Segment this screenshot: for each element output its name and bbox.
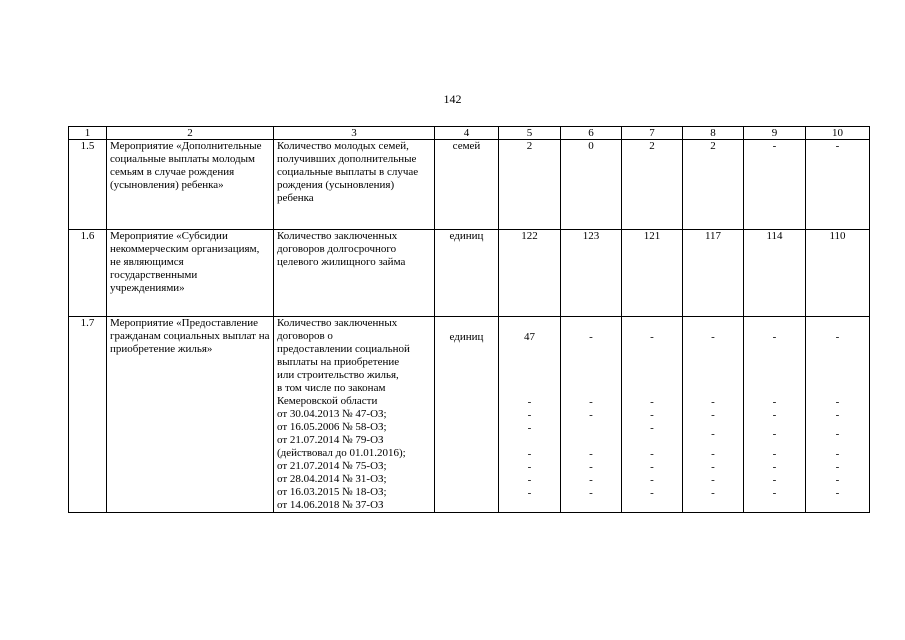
value-cell: - <box>589 474 593 486</box>
value-cell: - <box>527 396 532 408</box>
value-cell: - <box>711 396 715 408</box>
value-cell: 123 <box>561 230 622 317</box>
indicator-line: от 30.04.2013 № 47-ОЗ; <box>277 408 387 420</box>
indicator-line: Количество заключенных <box>277 317 398 329</box>
value-cell: - <box>589 409 593 421</box>
event-cell: Мероприятие «Субсидии некоммерческим организациям, не являющимся государственными учреждениями» <box>107 230 274 317</box>
value-cell: - <box>650 448 654 460</box>
value-cell: - <box>711 409 715 421</box>
indicator-line: Кемеровской области <box>277 395 378 407</box>
value-cell: - <box>650 487 654 499</box>
value-column <box>744 317 806 513</box>
value-cell: - <box>835 409 840 421</box>
value-cell: 2 <box>622 140 683 230</box>
value-cell: - <box>772 331 777 343</box>
indicator-line: (действовал до 01.01.2016); <box>277 447 406 459</box>
row-number: 1.7 <box>69 317 107 513</box>
value-cell: 122 <box>499 230 561 317</box>
value-cell: - <box>711 487 715 499</box>
value-cell: - <box>711 428 715 440</box>
header-cell: 9 <box>744 127 806 140</box>
value-cell: - <box>711 461 715 473</box>
table-row <box>69 317 870 513</box>
value-cell: - <box>589 487 593 499</box>
indicator-cell <box>274 317 435 513</box>
indicator-line: от 21.07.2014 № 79-ОЗ <box>277 434 384 446</box>
value-cell: - <box>835 331 840 343</box>
value-cell: - <box>650 422 654 434</box>
indicator-line: выплаты на приобретение <box>277 356 400 368</box>
value-cell: 121 <box>622 230 683 317</box>
value-cell: - <box>835 448 840 460</box>
value-cell: - <box>835 461 840 473</box>
indicator-line: в том числе по законам <box>277 382 386 394</box>
header-cell: 8 <box>683 127 744 140</box>
value-cell: - <box>527 448 532 460</box>
value-cell: - <box>650 409 654 421</box>
value-cell: - <box>527 487 532 499</box>
value-cell: - <box>835 487 840 499</box>
value-cell: 114 <box>744 230 806 317</box>
value-column <box>561 317 622 513</box>
value-cell: - <box>650 396 654 408</box>
value-cell: - <box>589 331 593 343</box>
indicator-cell: Количество молодых семей, получивших дополнительные социальные выплаты в случае рождения (усыновления) ребенка <box>274 140 435 230</box>
value-column <box>806 317 870 513</box>
value-cell: - <box>527 422 532 434</box>
value-cell: 2 <box>499 140 561 230</box>
indicator-line: от 28.04.2014 № 31-ОЗ; <box>277 473 387 485</box>
value-cell: - <box>835 428 840 440</box>
value-cell: 110 <box>806 230 870 317</box>
value-cell: - <box>772 448 777 460</box>
indicators-table <box>68 126 870 513</box>
header-cell: 5 <box>499 127 561 140</box>
event-cell: Мероприятие «Предоставление гражданам социальных выплат на приобретение жилья» <box>107 317 274 513</box>
value-cell: - <box>527 474 532 486</box>
value-column <box>622 317 683 513</box>
indicator-cell: Количество заключенных договоров долгосрочного целевого жилищного займа <box>274 230 435 317</box>
indicator-line: от 16.03.2015 № 18-ОЗ; <box>277 486 387 498</box>
indicator-line: предоставлении социальной <box>277 343 410 355</box>
value-cell: - <box>835 396 840 408</box>
header-cell: 10 <box>806 127 870 140</box>
header-cell: 2 <box>107 127 274 140</box>
indicator-line: от 16.05.2006 № 58-ОЗ; <box>277 421 387 433</box>
value-cell: 117 <box>683 230 744 317</box>
table-row <box>69 230 870 317</box>
header-cell: 1 <box>69 127 107 140</box>
indicator-line: от 21.07.2014 № 75-ОЗ; <box>277 460 387 472</box>
value-cell: - <box>711 474 715 486</box>
value-cell: - <box>772 461 777 473</box>
value-cell: 47 <box>524 331 535 343</box>
value-cell: - <box>772 409 777 421</box>
event-cell: Мероприятие «Дополнительные социальные выплаты молодым семьям в случае рождения (усыновления) ребенка» <box>107 140 274 230</box>
value-cell: - <box>650 331 654 343</box>
page-number: 142 <box>443 92 462 106</box>
unit-cell: семей <box>435 140 499 230</box>
value-cell: - <box>650 474 654 486</box>
row-number: 1.5 <box>69 140 107 230</box>
value-cell: - <box>711 331 715 343</box>
indicator-line: от 14.06.2018 № 37-ОЗ <box>277 499 384 511</box>
value-cell: - <box>806 140 870 230</box>
value-cell: - <box>835 474 840 486</box>
indicator-line: договоров о <box>277 330 333 342</box>
table-row <box>69 140 870 230</box>
header-cell: 3 <box>274 127 435 140</box>
value-cell: - <box>772 487 777 499</box>
value-cell: - <box>711 448 715 460</box>
value-cell: - <box>589 461 593 473</box>
value-column <box>683 317 744 513</box>
value-cell: - <box>527 409 532 421</box>
unit-cell: единиц <box>435 230 499 317</box>
value-cell: - <box>772 474 777 486</box>
value-cell: 2 <box>683 140 744 230</box>
value-column <box>499 317 561 513</box>
value-cell: - <box>589 396 593 408</box>
indicator-line: или строительство жилья, <box>277 369 399 381</box>
header-cell: 4 <box>435 127 499 140</box>
header-cell: 7 <box>622 127 683 140</box>
header-row <box>69 127 870 140</box>
header-cell: 6 <box>561 127 622 140</box>
row-number: 1.6 <box>69 230 107 317</box>
value-cell: - <box>650 461 654 473</box>
unit-cell: единиц <box>435 317 499 513</box>
value-cell: - <box>772 396 777 408</box>
value-cell: - <box>772 428 777 440</box>
value-cell: 0 <box>561 140 622 230</box>
value-cell: - <box>744 140 806 230</box>
value-cell: - <box>589 448 593 460</box>
value-cell: - <box>527 461 532 473</box>
